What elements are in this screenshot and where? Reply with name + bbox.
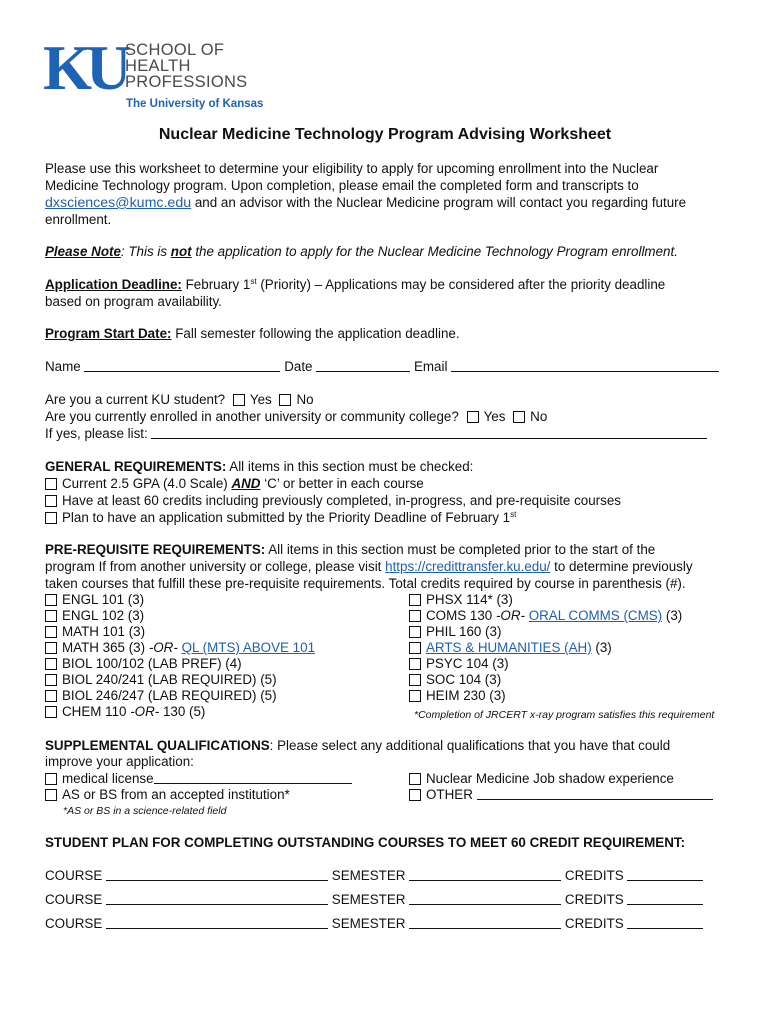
if-yes-label: If yes, please list: [45, 426, 148, 441]
prereq-coms [409, 607, 682, 624]
semester-field[interactable] [409, 892, 561, 905]
phil-label: PHIL 160 (3) [426, 624, 502, 639]
supplemental-heading-rest: : Please select any additional qualifications that you have that could [269, 738, 671, 753]
other-checkbox[interactable] [409, 789, 421, 801]
semester-field[interactable] [409, 916, 561, 929]
intro-line-4: enrollment. [45, 212, 112, 227]
soc-label: SOC 104 (3) [426, 672, 502, 687]
note-post: the application to apply for the Nuclear Medicine Technology Program enrollment. [191, 244, 678, 259]
credits-field[interactable] [627, 868, 703, 881]
school-line-3: PROFESSIONS [125, 73, 248, 91]
supplemental-heading-line [45, 737, 670, 754]
biol100-checkbox[interactable] [45, 658, 57, 670]
supplemental-line-2: improve your application: [45, 754, 194, 769]
note-not: not [170, 244, 192, 259]
note-pre: : This is [120, 244, 171, 259]
as-bs-checkbox[interactable] [45, 789, 57, 801]
priority-deadline-label: Plan to have an application submitted by the Priority Deadline of February 1 [62, 510, 511, 525]
other-label: OTHER [426, 787, 473, 802]
coms-pre: COMS 130 [426, 608, 496, 623]
deadline-sup: st [250, 277, 257, 286]
chem-post: 130 (5) [159, 704, 206, 719]
general-item-2 [45, 492, 621, 509]
as-bs-footnote: *AS or BS in a science-related field [63, 805, 227, 817]
credits-label: Have at least 60 credits including previously completed, in-progress, and pre-requisite courses [62, 493, 621, 508]
arts-humanities-link[interactable]: ARTS & HUMANITIES (AH) [426, 640, 592, 655]
math101-label: MATH 101 (3) [62, 624, 146, 639]
other-enrolled-yes-checkbox[interactable] [467, 411, 479, 423]
gpa-pre: Current 2.5 GPA (4.0 Scale) [62, 476, 232, 491]
email-label: Email [413, 359, 448, 374]
prereq-heading: PRE-REQUISITE REQUIREMENTS: [45, 542, 266, 557]
prereq-arts [409, 639, 612, 656]
general-requirements-heading [45, 458, 473, 475]
credits-label: CREDITS [564, 868, 624, 883]
prereq-heim [409, 687, 506, 704]
math365-checkbox[interactable] [45, 642, 57, 654]
plan-row [45, 867, 703, 884]
other-enrolled-no-checkbox[interactable] [513, 411, 525, 423]
course-field[interactable] [106, 892, 328, 905]
program-start-date [45, 325, 460, 342]
supp-other [409, 786, 713, 803]
page-title: Nuclear Medicine Technology Program Advising Worksheet [158, 126, 612, 143]
chem-pre: CHEM 110 [62, 704, 131, 719]
biol246-checkbox[interactable] [45, 690, 57, 702]
university-name: The University of Kansas [126, 98, 264, 110]
prereq-heading-rest: All items in this section must be completed prior to the start of the [265, 542, 656, 557]
ku-student-question [45, 391, 314, 408]
start-label: Program Start Date: [45, 326, 172, 341]
deadline-post: (Priority) – Applications may be considered after the priority deadline [256, 277, 666, 292]
engl101-label: ENGL 101 (3) [62, 592, 145, 607]
if-yes-row [45, 425, 707, 442]
semester-field[interactable] [409, 868, 561, 881]
credits-field[interactable] [627, 916, 703, 929]
deadline-line-2: based on program availability. [45, 294, 222, 309]
soc-checkbox[interactable] [409, 674, 421, 686]
intro-line-3-rest: and an advisor with the Nuclear Medicine program will contact you regarding future [191, 195, 687, 210]
engl101-checkbox[interactable] [45, 594, 57, 606]
heim-checkbox[interactable] [409, 690, 421, 702]
email-link[interactable]: dxsciences@kumc.edu [45, 195, 192, 211]
general-heading: GENERAL REQUIREMENTS: [45, 459, 227, 474]
coms-post: (3) [662, 608, 683, 623]
arts-checkbox[interactable] [409, 642, 421, 654]
date-label: Date [284, 359, 313, 374]
other-field[interactable] [477, 787, 713, 800]
general-item-1 [45, 475, 424, 492]
phsx-label: PHSX 114* (3) [426, 592, 513, 607]
priority-deadline-checkbox[interactable] [45, 512, 57, 524]
credits-label: CREDITS [564, 916, 624, 931]
credit-transfer-link[interactable]: https://credittransfer.ku.edu/ [385, 559, 551, 574]
prereq-biol100 [45, 655, 242, 672]
prereq-math101 [45, 623, 145, 640]
course-field[interactable] [106, 916, 328, 929]
phsx-checkbox[interactable] [409, 594, 421, 606]
as-bs-label: AS or BS from an accepted institution* [62, 787, 290, 802]
credits-checkbox[interactable] [45, 495, 57, 507]
biol240-label: BIOL 240/241 (LAB REQUIRED) (5) [62, 672, 277, 687]
application-deadline [45, 276, 665, 293]
psyc-label: PSYC 104 (3) [426, 656, 509, 671]
prereq-line-3: taken courses that fulfill these pre-requisite requirements. Total credits required by course in parenthesis (#). [45, 576, 686, 591]
psyc-checkbox[interactable] [409, 658, 421, 670]
ku-student-yes-label: Yes [249, 392, 272, 407]
arts-post: (3) [591, 640, 612, 655]
job-shadow-label: Nuclear Medicine Job shadow experience [426, 771, 674, 786]
ku-logo: KU [43, 33, 126, 103]
please-note [45, 243, 678, 260]
plan-row [45, 915, 703, 932]
biol246-label: BIOL 246/247 (LAB REQUIRED) (5) [62, 688, 277, 703]
credits-label: CREDITS [564, 892, 624, 907]
engl102-label: ENGL 102 (3) [62, 608, 145, 623]
prereq-soc [409, 671, 501, 688]
course-label: COURSE [45, 868, 103, 883]
deadline-label: Application Deadline: [45, 277, 182, 292]
course-label: COURSE [45, 892, 103, 907]
ql-mts-link[interactable]: QL (MTS) ABOVE 101 [181, 640, 316, 655]
school-line-2: HEALTH [125, 57, 191, 75]
school-line-1: SCHOOL OF [125, 41, 225, 59]
supp-medical-license [45, 770, 352, 787]
other-enrolled-question [45, 408, 547, 425]
prereq-chem [45, 703, 205, 720]
general-heading-rest: All items in this section must be checked: [226, 459, 474, 474]
prereq-engl102 [45, 607, 144, 624]
other-enrolled-yes-label: Yes [483, 409, 506, 424]
supp-job-shadow [409, 770, 674, 787]
prereq-line-2-post: to determine previously [550, 559, 693, 574]
prereq-math365 [45, 639, 315, 656]
coms-or: -OR- [495, 608, 525, 623]
medical-license-checkbox[interactable] [45, 773, 57, 785]
if-yes-field[interactable] [151, 426, 707, 439]
job-shadow-checkbox[interactable] [409, 773, 421, 785]
coms-checkbox[interactable] [409, 610, 421, 622]
ku-student-no-checkbox[interactable] [279, 394, 291, 406]
prereq-line-2 [45, 558, 693, 575]
medical-license-label: medical license [62, 771, 154, 786]
email-field[interactable] [451, 359, 719, 372]
date-field[interactable] [316, 359, 410, 372]
supplemental-heading: SUPPLEMENTAL QUALIFICATIONS [45, 738, 270, 753]
engl102-checkbox[interactable] [45, 610, 57, 622]
gpa-checkbox[interactable] [45, 478, 57, 490]
prereq-phil [409, 623, 501, 640]
contact-fields-row [45, 358, 719, 375]
gpa-post: ‘C’ or better in each course [260, 476, 424, 491]
ku-student-label: Are you a current KU student? [45, 392, 226, 407]
prereq-engl101 [45, 591, 144, 608]
biol240-checkbox[interactable] [45, 674, 57, 686]
other-enrolled-no-label: No [530, 409, 548, 424]
school-name [125, 42, 248, 90]
ku-student-no-label: No [296, 392, 314, 407]
start-text: Fall semester following the application deadline. [171, 326, 460, 341]
prereq-biol240 [45, 671, 277, 688]
intro-line-1: Please use this worksheet to determine your eligibility to apply for upcoming enrollment into the Nuclear [45, 161, 659, 176]
general-item-3 [45, 509, 516, 526]
heim-label: HEIM 230 (3) [426, 688, 506, 703]
phil-checkbox[interactable] [409, 626, 421, 638]
semester-label: SEMESTER [331, 892, 406, 907]
biol100-label: BIOL 100/102 (LAB PREF) (4) [62, 656, 242, 671]
prereq-biol246 [45, 687, 277, 704]
math365-label: MATH 365 (3) [62, 640, 149, 655]
prereq-heading-line [45, 541, 655, 558]
semester-label: SEMESTER [331, 916, 406, 931]
plan-row [45, 891, 703, 908]
course-label: COURSE [45, 916, 103, 931]
supp-as-bs [45, 786, 290, 803]
student-plan-heading: STUDENT PLAN FOR COMPLETING OUTSTANDING COURSES TO MEET 60 CREDIT REQUIREMENT: [45, 835, 686, 850]
chem-checkbox[interactable] [45, 706, 57, 718]
prereq-phsx [409, 591, 513, 608]
oral-comms-link[interactable]: ORAL COMMS (CMS) [528, 608, 663, 623]
prereq-psyc [409, 655, 509, 672]
name-field[interactable] [84, 359, 280, 372]
semester-label: SEMESTER [331, 868, 406, 883]
deadline-pre: February 1 [181, 277, 251, 292]
other-enrolled-label: Are you currently enrolled in another university or community college? [45, 409, 459, 424]
math101-checkbox[interactable] [45, 626, 57, 638]
name-label: Name [45, 359, 81, 374]
medical-license-field[interactable] [154, 771, 352, 784]
jrcert-footnote: *Completion of JRCERT x-ray program satisfies this requirement [414, 709, 715, 721]
prereq-line-2-pre: program If from another university or college, please visit [45, 559, 386, 574]
math365-or: -OR- [148, 640, 178, 655]
intro-line-3 [45, 194, 686, 212]
chem-or: -OR- [130, 704, 160, 719]
intro-line-2: Medicine Technology program. Upon completion, please email the completed form and transcripts to [45, 178, 639, 193]
note-label: Please Note [45, 244, 121, 259]
course-field[interactable] [106, 868, 328, 881]
credits-field[interactable] [627, 892, 703, 905]
ku-student-yes-checkbox[interactable] [233, 394, 245, 406]
gpa-and: AND [231, 476, 261, 491]
priority-deadline-sup: st [510, 510, 517, 519]
